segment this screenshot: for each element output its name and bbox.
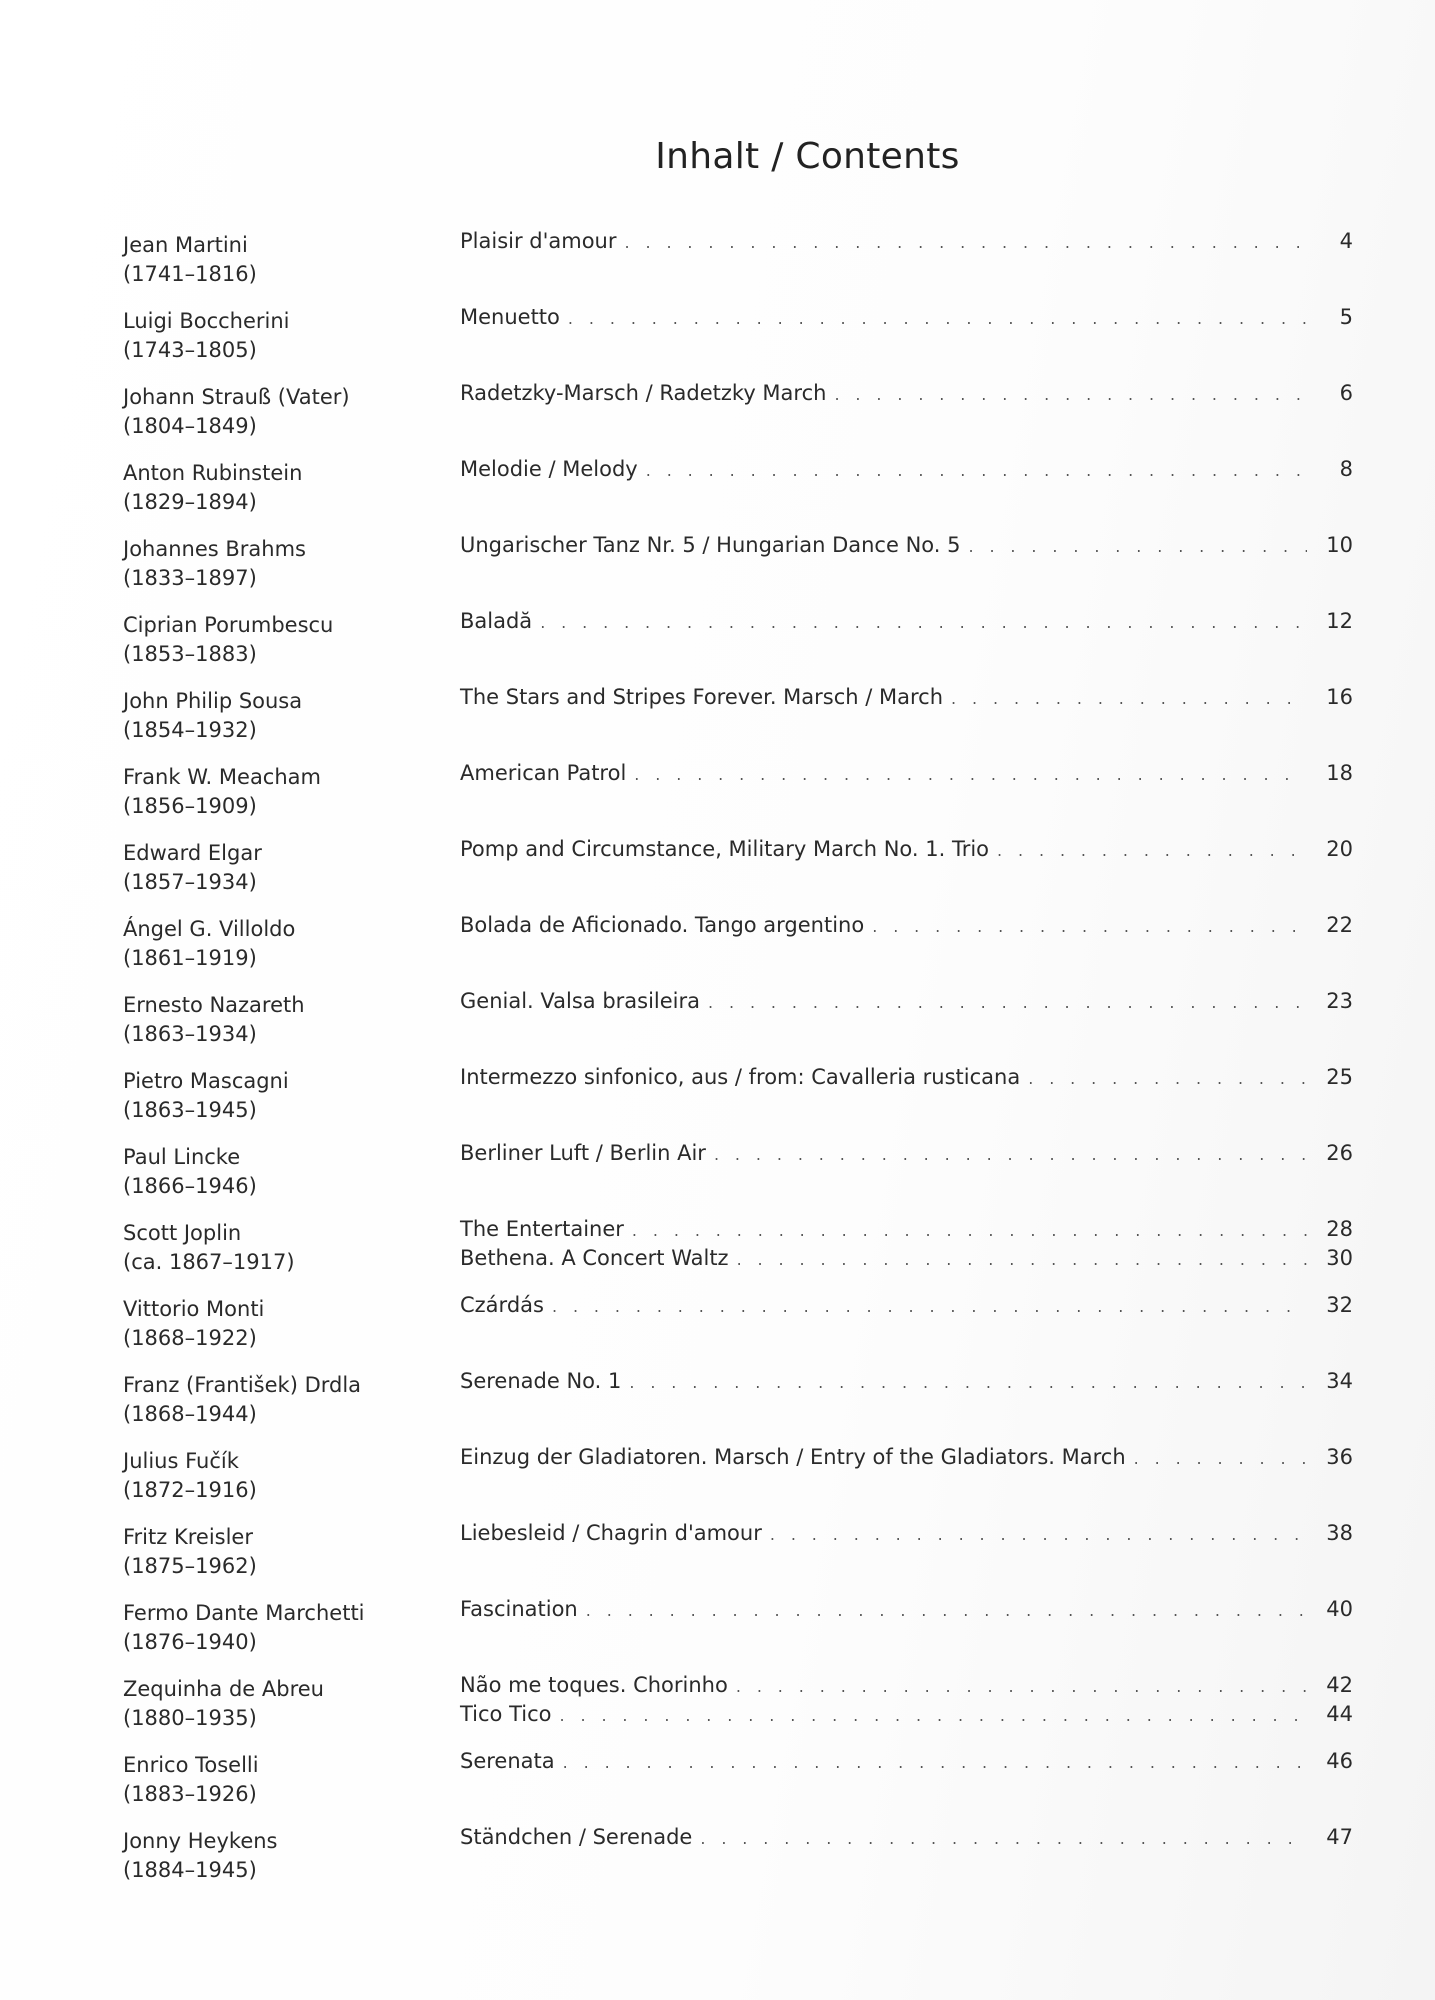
- composer-block: [123, 1219, 443, 1277]
- page-number: 16: [1326, 685, 1353, 709]
- work-item[interactable]: [460, 455, 1353, 484]
- page-number: 22: [1326, 913, 1353, 937]
- work-title: Bolada de Aficionado. Tango argentino: [460, 913, 865, 937]
- work-item[interactable]: [460, 1700, 1353, 1729]
- work-title: Fascination: [460, 1597, 578, 1621]
- composer-dates: (1853–1883): [123, 642, 257, 666]
- work-item[interactable]: [460, 1291, 1353, 1320]
- page-number: 36: [1326, 1445, 1353, 1469]
- composer-dates: (1868–1944): [123, 1402, 257, 1426]
- work-item[interactable]: [460, 379, 1353, 408]
- work-list: [460, 1595, 1353, 1624]
- work-title: Menuetto: [460, 305, 560, 329]
- dot-leader: [736, 1672, 1307, 1701]
- toc-entry: [123, 987, 1353, 1063]
- toc-entry: [123, 683, 1353, 759]
- work-item[interactable]: [460, 607, 1353, 636]
- composer-block: [123, 991, 443, 1049]
- work-item[interactable]: [460, 303, 1353, 332]
- composer-name: Jean Martini: [123, 233, 248, 257]
- composer-block: [123, 1827, 443, 1885]
- composer-name: Ernesto Nazareth: [123, 993, 305, 1017]
- work-item[interactable]: [460, 1443, 1353, 1472]
- toc-entry: [123, 1671, 1353, 1747]
- page-number: 47: [1326, 1825, 1353, 1849]
- toc-entry: [123, 835, 1353, 911]
- toc-entry: [123, 1747, 1353, 1823]
- work-item[interactable]: [460, 227, 1353, 256]
- work-list: [460, 1139, 1353, 1168]
- work-title: Ungarischer Tanz Nr. 5 / Hungarian Dance No. 5: [460, 533, 961, 557]
- work-item[interactable]: [460, 911, 1353, 940]
- composer-block: [123, 459, 443, 517]
- dot-leader: [568, 304, 1307, 333]
- dot-leader: [586, 1596, 1307, 1625]
- composer-name: Zequinha de Abreu: [123, 1677, 324, 1701]
- work-title: Não me toques. Chorinho: [460, 1673, 728, 1697]
- composer-dates: (1741–1816): [123, 262, 257, 286]
- work-list: [460, 455, 1353, 484]
- composer-name: Paul Lincke: [123, 1145, 241, 1169]
- dot-leader: [1134, 1444, 1307, 1473]
- work-title: Plaisir d'amour: [460, 229, 617, 253]
- dot-leader: [646, 456, 1307, 485]
- page-number: 40: [1326, 1597, 1353, 1621]
- work-title: Czárdás: [460, 1293, 544, 1317]
- toc-entry: [123, 455, 1353, 531]
- work-list: [460, 379, 1353, 408]
- toc-entry: [123, 1291, 1353, 1367]
- page-number: 42: [1326, 1673, 1353, 1697]
- work-list: [460, 1291, 1353, 1320]
- composer-block: [123, 1599, 443, 1657]
- work-title: Bethena. A Concert Waltz: [460, 1246, 729, 1270]
- work-item[interactable]: [460, 1671, 1353, 1700]
- page-number: 32: [1326, 1293, 1353, 1317]
- composer-name: Vittorio Monti: [123, 1297, 265, 1321]
- work-title: Serenata: [460, 1749, 555, 1773]
- composer-dates: (1868–1922): [123, 1326, 257, 1350]
- composer-dates: (1833–1897): [123, 566, 257, 590]
- dot-leader: [770, 1520, 1307, 1549]
- composer-name: John Philip Sousa: [123, 689, 303, 713]
- composer-block: [123, 535, 443, 593]
- toc-entry: [123, 1519, 1353, 1595]
- page-number: 26: [1326, 1141, 1353, 1165]
- composer-block: [123, 1295, 443, 1353]
- work-item[interactable]: [460, 1139, 1353, 1168]
- work-title: Baladă: [460, 609, 533, 633]
- work-list: [460, 1823, 1353, 1852]
- dot-leader: [540, 608, 1307, 637]
- composer-block: [123, 231, 443, 289]
- composer-dates: (1856–1909): [123, 794, 257, 818]
- page-number: 38: [1326, 1521, 1353, 1545]
- work-title: The Entertainer: [460, 1217, 624, 1241]
- toc-entry: [123, 607, 1353, 683]
- composer-dates: (1743–1805): [123, 338, 257, 362]
- composer-block: [123, 383, 443, 441]
- dot-leader: [737, 1245, 1307, 1274]
- page-number: 10: [1326, 533, 1353, 557]
- dot-leader: [563, 1748, 1307, 1777]
- work-title: Pomp and Circumstance, Military March No. 1. Trio: [460, 837, 990, 861]
- composer-name: Fermo Dante Marchetti: [123, 1601, 365, 1625]
- page-number: 25: [1326, 1065, 1353, 1089]
- toc-entry: [123, 1063, 1353, 1139]
- composer-block: [123, 1751, 443, 1809]
- work-item[interactable]: [460, 1823, 1353, 1852]
- composer-dates: (1804–1849): [123, 414, 257, 438]
- composer-name: Edward Elgar: [123, 841, 262, 865]
- page-number: 5: [1339, 305, 1353, 329]
- page-number: 12: [1326, 609, 1353, 633]
- composer-name: Luigi Boccherini: [123, 309, 290, 333]
- dot-leader: [951, 684, 1307, 713]
- work-title: Liebesleid / Chagrin d'amour: [460, 1521, 762, 1545]
- toc-entry: [123, 531, 1353, 607]
- work-list: [460, 1443, 1353, 1472]
- work-title: Radetzky-Marsch / Radetzky March: [460, 381, 827, 405]
- work-list: [460, 987, 1353, 1016]
- composer-name: Ciprian Porumbescu: [123, 613, 334, 637]
- composer-name: Julius Fučík: [123, 1449, 239, 1473]
- work-item[interactable]: [460, 835, 1353, 864]
- composer-block: [123, 1523, 443, 1581]
- composer-dates: (1880–1935): [123, 1706, 257, 1730]
- work-list: [460, 531, 1353, 560]
- composer-name: Frank W. Meacham: [123, 765, 321, 789]
- composer-name: Johann Strauß (Vater): [123, 385, 350, 409]
- work-list: [460, 1063, 1353, 1092]
- dot-leader: [714, 1140, 1307, 1169]
- toc-entry: [123, 1823, 1353, 1899]
- toc-entry: [123, 303, 1353, 379]
- toc-entry: [123, 759, 1353, 835]
- work-item[interactable]: [460, 987, 1353, 1016]
- work-item[interactable]: [460, 531, 1353, 560]
- page-number: 4: [1339, 229, 1353, 253]
- page-number: 30: [1326, 1246, 1353, 1270]
- work-list: [460, 1367, 1353, 1396]
- composer-dates: (1863–1945): [123, 1098, 257, 1122]
- work-list: [460, 1747, 1353, 1776]
- work-title: Melodie / Melody: [460, 457, 638, 481]
- work-list: [460, 683, 1353, 712]
- composer-name: Pietro Mascagni: [123, 1069, 289, 1093]
- composer-block: [123, 763, 443, 821]
- page-number: 23: [1326, 989, 1353, 1013]
- table-of-contents: [123, 227, 1353, 1899]
- work-title: American Patrol: [460, 761, 627, 785]
- dot-leader: [1028, 1064, 1307, 1093]
- work-title: The Stars and Stripes Forever. Marsch / March: [460, 685, 944, 709]
- page-number: 20: [1326, 837, 1353, 861]
- composer-block: [123, 1675, 443, 1733]
- composer-dates: (1857–1934): [123, 870, 257, 894]
- composer-block: [123, 839, 443, 897]
- composer-block: [123, 611, 443, 669]
- composer-name: Scott Joplin: [123, 1221, 242, 1245]
- composer-block: [123, 1067, 443, 1125]
- composer-dates: (1854–1932): [123, 718, 257, 742]
- composer-block: [123, 307, 443, 365]
- page-number: 8: [1339, 457, 1353, 481]
- work-item[interactable]: [460, 759, 1353, 788]
- work-list: [460, 759, 1353, 788]
- work-item[interactable]: [460, 1367, 1353, 1396]
- work-list: [460, 1215, 1353, 1273]
- toc-entry: [123, 1215, 1353, 1291]
- composer-block: [123, 1447, 443, 1505]
- dot-leader: [968, 532, 1307, 561]
- toc-entry: [123, 1443, 1353, 1519]
- work-title: Einzug der Gladiatoren. Marsch / Entry of the Gladiators. March: [460, 1445, 1126, 1469]
- page-number: 18: [1326, 761, 1353, 785]
- composer-block: [123, 1371, 443, 1429]
- composer-dates: (1866–1946): [123, 1174, 257, 1198]
- work-item[interactable]: [460, 1595, 1353, 1624]
- dot-leader: [708, 988, 1307, 1017]
- composer-name: Jonny Heykens: [123, 1829, 278, 1853]
- dot-leader: [700, 1824, 1307, 1853]
- composer-name: Fritz Kreisler: [123, 1525, 253, 1549]
- work-item[interactable]: [460, 1519, 1353, 1548]
- toc-entry: [123, 1595, 1353, 1671]
- dot-leader: [872, 912, 1307, 941]
- toc-entry: [123, 379, 1353, 455]
- work-list: [460, 911, 1353, 940]
- composer-dates: (1863–1934): [123, 1022, 257, 1046]
- dot-leader: [629, 1368, 1307, 1397]
- page-number: 6: [1339, 381, 1353, 405]
- dot-leader: [625, 228, 1307, 257]
- dot-leader: [552, 1292, 1307, 1321]
- work-item[interactable]: [460, 1244, 1353, 1273]
- dot-leader: [997, 836, 1307, 865]
- composer-name: Johannes Brahms: [123, 537, 306, 561]
- toc-entry: [123, 227, 1353, 303]
- dot-leader: [834, 380, 1307, 409]
- work-title: Genial. Valsa brasileira: [460, 989, 701, 1013]
- work-title: Ständchen / Serenade: [460, 1825, 693, 1849]
- composer-dates: (1876–1940): [123, 1630, 257, 1654]
- work-title: Berliner Luft / Berlin Air: [460, 1141, 706, 1165]
- dot-leader: [560, 1701, 1308, 1730]
- dot-leader: [632, 1216, 1307, 1245]
- work-item[interactable]: [460, 1063, 1353, 1092]
- composer-name: Franz (František) Drdla: [123, 1373, 362, 1397]
- work-list: [460, 835, 1353, 864]
- work-title: Serenade No. 1: [460, 1369, 622, 1393]
- work-list: [460, 1519, 1353, 1548]
- composer-name: Ángel G. Villoldo: [123, 917, 296, 941]
- work-list: [460, 227, 1353, 256]
- composer-dates: (1875–1962): [123, 1554, 257, 1578]
- work-list: [460, 607, 1353, 636]
- composer-block: [123, 1143, 443, 1201]
- composer-dates: (ca. 1867–1917): [123, 1250, 295, 1274]
- page-title: Inhalt / Contents: [655, 136, 960, 177]
- work-title: Intermezzo sinfonico, aus / from: Cavalleria rusticana: [460, 1065, 1021, 1089]
- work-list: [460, 303, 1353, 332]
- work-title: Tico Tico: [460, 1702, 552, 1726]
- page-number: 46: [1326, 1749, 1353, 1773]
- dot-leader: [634, 760, 1307, 789]
- toc-entry: [123, 911, 1353, 987]
- work-item[interactable]: [460, 683, 1353, 712]
- work-item[interactable]: [460, 1215, 1353, 1244]
- composer-block: [123, 687, 443, 745]
- work-list: [460, 1671, 1353, 1729]
- toc-entry: [123, 1367, 1353, 1443]
- composer-dates: (1884–1945): [123, 1858, 257, 1882]
- composer-dates: (1883–1926): [123, 1782, 257, 1806]
- composer-name: Anton Rubinstein: [123, 461, 303, 485]
- composer-dates: (1829–1894): [123, 490, 257, 514]
- composer-dates: (1872–1916): [123, 1478, 257, 1502]
- work-item[interactable]: [460, 1747, 1353, 1776]
- composer-block: [123, 915, 443, 973]
- composer-name: Enrico Toselli: [123, 1753, 259, 1777]
- page-number: 34: [1326, 1369, 1353, 1393]
- page-number: 44: [1326, 1702, 1353, 1726]
- page-number: 28: [1326, 1217, 1353, 1241]
- composer-dates: (1861–1919): [123, 946, 257, 970]
- toc-entry: [123, 1139, 1353, 1215]
